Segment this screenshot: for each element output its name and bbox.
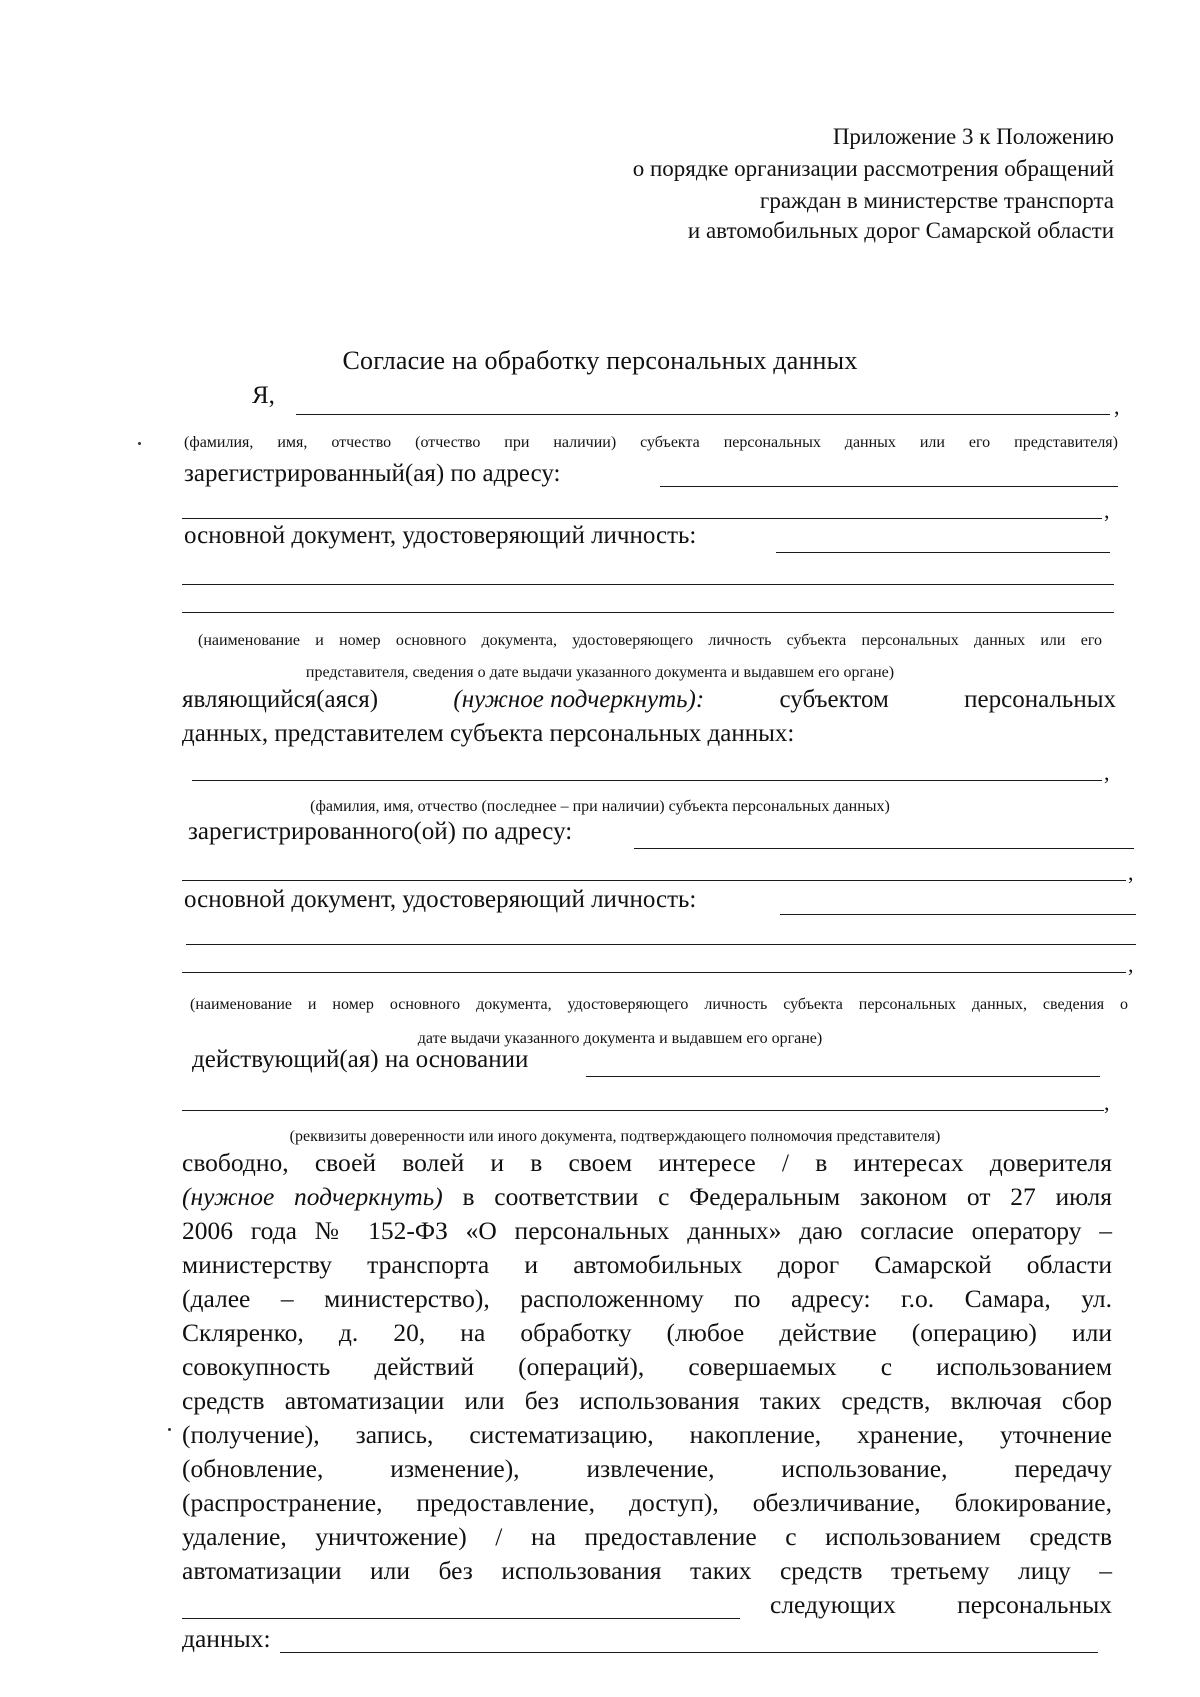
- body-line-3: 2006 года № 152-ФЗ «О персональных данных» даю согласие оператору –: [182, 1216, 1112, 1245]
- doc-label: основной документ, удостоверяющий личность:: [184, 522, 697, 549]
- note-doc-3: (наименование и номер основного документа, удостоверяющего личность субъекта персональных данных, сведения о: [190, 996, 1128, 1013]
- address-input-line[interactable]: [660, 486, 1118, 487]
- body-line-6: Скляренко, д. 20, на обработку (любое действие (операцию) или: [182, 1318, 1112, 1347]
- address-input-line-2[interactable]: [182, 518, 1102, 519]
- body-italic-note: (нужное подчеркнуть): [182, 1182, 443, 1211]
- body-line-14: [770, 1590, 1112, 1620]
- body-line-10: (обновление, изменение), извлечение, использование, передачу: [182, 1454, 1112, 1483]
- document-title: Согласие на обработку персональных данных: [342, 346, 858, 375]
- scan-speck: [168, 1428, 171, 1431]
- acting-label: действующий(ая) на основании: [192, 1046, 529, 1073]
- data-label: данных:: [182, 1624, 271, 1653]
- note-fio: (фамилия, имя, отчество (отчество при наличии) субъекта персональных данных или его представителя): [184, 434, 1118, 451]
- being-line-2: данных, представителем субъекта персональных данных:: [182, 720, 795, 747]
- comma: ,: [1104, 760, 1110, 785]
- i-label: Я,: [252, 382, 275, 409]
- registered-label: зарегистрированный(ая) по адресу:: [184, 460, 561, 487]
- body-line-4: министерству транспорта и автомобильных дорог Самарской области: [182, 1250, 1112, 1279]
- registered-label-2: зарегистрированного(ой) по адресу:: [188, 818, 573, 845]
- body-line-14-word: следующих: [770, 1590, 896, 1619]
- comma: ,: [1128, 860, 1134, 885]
- appendix-line-3: граждан в министерстве транспорта: [759, 188, 1114, 213]
- note-doc-2: представителя, сведения о дате выдачи указанного документа и выдавшем его органе): [305, 664, 895, 681]
- note-doc-1: (наименование и номер основного документа, удостоверяющего личность субъекта персональных данных или его: [198, 632, 1102, 649]
- doc-2-input-line-3[interactable]: [182, 972, 1126, 973]
- doc-input-line-3[interactable]: [182, 612, 1114, 613]
- being-word: являющийся(аяся): [182, 686, 379, 713]
- appendix-line-4: и автомобильных дорог Самарской области: [687, 218, 1114, 243]
- doc-input-line[interactable]: [776, 552, 1110, 553]
- body-line-2: [182, 1182, 1112, 1212]
- being-personal: персональных: [964, 686, 1116, 713]
- being-subject: субъектом: [779, 686, 889, 713]
- scan-speck: [138, 442, 141, 445]
- body-line-8: средств автоматизации или без использования таких средств, включая сбор: [182, 1386, 1112, 1415]
- comma: ,: [1104, 498, 1110, 523]
- basis-input-line-2[interactable]: [182, 1110, 1104, 1111]
- body-line-14-word: персональных: [957, 1590, 1112, 1619]
- address-2-input-line[interactable]: [634, 848, 1134, 849]
- body-line-5: (далее – министерство), расположенному по адресу: г.о. Самара, ул.: [182, 1284, 1112, 1313]
- appendix-line-2: о порядке организации рассмотрения обращений: [632, 156, 1114, 181]
- doc-input-line-2[interactable]: [182, 584, 1114, 585]
- note-fio-2: (фамилия, имя, отчество (последнее – при наличии) субъекта персональных данных): [310, 798, 890, 815]
- fio-input-line[interactable]: [296, 414, 1110, 415]
- note-power: (реквизиты доверенности или иного документа, подтверждающего полномочия представителя): [289, 1128, 941, 1145]
- body-line-9: (получение), запись, систематизацию, накопление, хранение, уточнение: [182, 1420, 1112, 1449]
- basis-input-line[interactable]: [586, 1076, 1100, 1077]
- doc-2-input-line[interactable]: [780, 914, 1136, 915]
- being-italic: (нужное подчеркнуть):: [453, 686, 705, 713]
- body-line-13: автоматизации или без использования таких средств третьему лицу –: [182, 1556, 1112, 1585]
- subject-fio-input-line[interactable]: [192, 780, 1102, 781]
- body-line-7: совокупность действий (операций), совершаемых с использованием: [182, 1352, 1112, 1381]
- data-input-line[interactable]: [280, 1652, 1098, 1653]
- note-doc-4: дате выдачи указанного документа и выдавшем его органе): [417, 1030, 823, 1047]
- comma: ,: [1104, 1090, 1110, 1115]
- body-line-1: свободно, своей волей и в своем интересе / в интересах доверителя: [182, 1148, 1112, 1177]
- doc-2-input-line-2[interactable]: [186, 944, 1136, 945]
- doc-label-2: основной документ, удостоверяющий личность:: [184, 886, 697, 913]
- body-line-11: (распространение, предоставление, доступ), обезличивание, блокирование,: [182, 1488, 1112, 1517]
- body-line-12: удаление, уничтожение) / на предоставление с использованием средств: [182, 1522, 1112, 1551]
- comma: ,: [1114, 394, 1120, 419]
- being-line: [182, 686, 1116, 714]
- appendix-line-1: Приложение 3 к Положению: [832, 124, 1114, 149]
- comma: ,: [1128, 952, 1134, 977]
- body-line-2-text: в соответствии с Федеральным законом от 27 июля: [442, 1182, 1112, 1211]
- third-party-input-line[interactable]: [182, 1618, 740, 1619]
- address-2-input-line-2[interactable]: [182, 880, 1126, 881]
